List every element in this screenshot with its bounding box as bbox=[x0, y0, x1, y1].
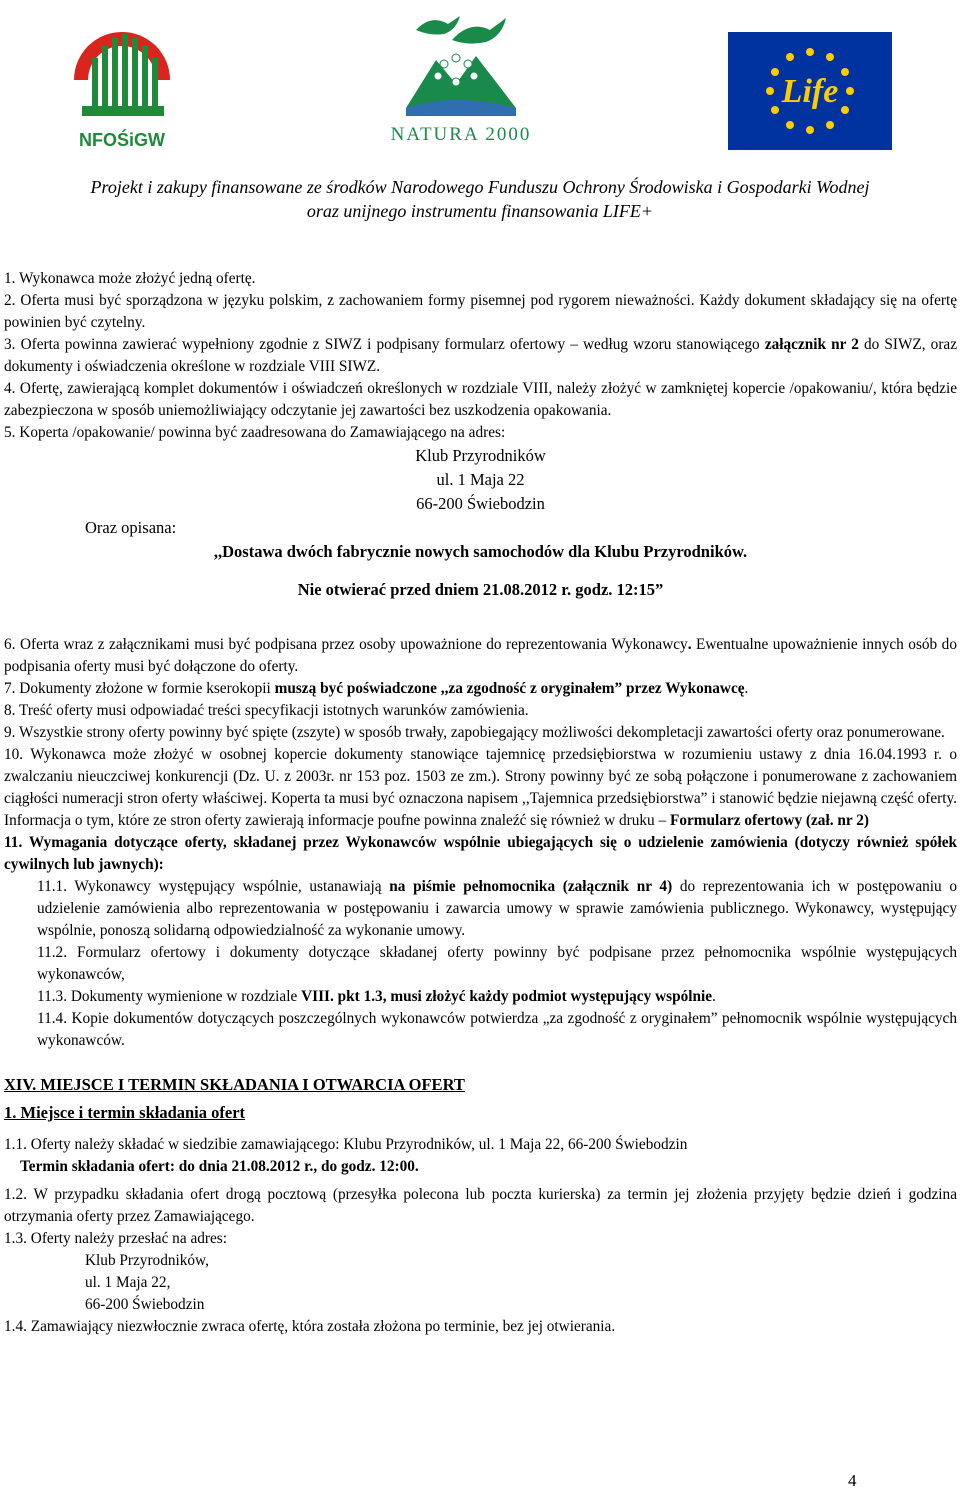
envelope-title: ,,Dostawa dwóch fabrycznie nowych samochodów dla Klubu Przyrodników. bbox=[213, 542, 748, 561]
item-10-form-ref: Formularz ofertowy (zał. nr 2) bbox=[670, 812, 869, 829]
item-11-1 bbox=[4, 876, 957, 942]
nfosigw-logo-text: NFOŚiGW bbox=[79, 130, 165, 150]
section-xiv-1-3: 1.3. Oferty należy przesłać na adres: bbox=[4, 1230, 227, 1247]
item-11-3-dot: . bbox=[712, 988, 716, 1005]
section-xiv-1-4: 1.4. Zamawiający niezwłocznie zwraca ofertę, która została złożona po terminie, bez jej otwierania. bbox=[4, 1318, 616, 1335]
nfosigw-logo bbox=[62, 0, 182, 152]
eu-life-logo bbox=[728, 32, 892, 150]
funding-header bbox=[0, 175, 960, 223]
item-3-text-c: do SIWZ, oraz dokumenty i oświadczenia określone w rozdziale VIII SIWZ. bbox=[4, 336, 958, 375]
item-11-1-text-c: do reprezentowania ich w postępowaniu o udzielenie zamówienia albo reprezentowania w postępowaniu i zawarcia umowy w sprawie zamówienia publicznego. Wykonawcy, występujący wspólnie, ponoszą solidarną odpowiedzialność za wykonanie umowy. bbox=[37, 878, 957, 939]
postal-address-line3: 66-200 Świebodzin bbox=[85, 1296, 205, 1313]
item-2: 2. Oferta musi być sporządzona w języku polskim, z zachowaniem formy pisemnej pod rygorem nieważności. Każdy dokument składający się na ofertę powinien być czytelny. bbox=[4, 292, 957, 331]
item-11-1-text-a: 11.1. Wykonawcy występujący wspólnie, ustanawiają bbox=[37, 878, 390, 895]
natura-2000-logo-text: NATURA 2000 bbox=[390, 124, 532, 145]
item-6-dot: . bbox=[687, 636, 692, 653]
page-number: 4 bbox=[848, 1471, 857, 1490]
item-3-attachment: załącznik nr 2 bbox=[764, 336, 859, 353]
item-9: 9. Wszystkie strony oferty powinny być spięte (zszyte) w sposób trwały, zapobiegający możliwości dekompletacji zawartości oferty oraz ponumerowane. bbox=[4, 724, 945, 741]
envelope-address-line1: Klub Przyrodników bbox=[415, 446, 546, 465]
item-11-1-attorney: na piśmie pełnomocnika (załącznik nr 4) bbox=[389, 878, 673, 895]
postal-address-line2: ul. 1 Maja 22, bbox=[85, 1274, 171, 1291]
item-5: 5. Koperta /opakowanie/ powinna być zaadresowana do Zamawiającego na adres: bbox=[4, 424, 506, 441]
item-11-3 bbox=[4, 986, 957, 1008]
item-6-text-a: 6. Oferta wraz z załącznikami musi być podpisana przez osoby upoważnione do reprezentowania Wykonawcy bbox=[4, 636, 688, 653]
logo-bar bbox=[0, 0, 960, 160]
item-11-2: 11.2. Formularz ofertowy i dokumenty dotyczące składanej oferty powinny być podpisane przez pełnomocnika wspólnie występujących wykonawców, bbox=[37, 944, 957, 983]
section-xiv-1-2: 1.2. W przypadku składania ofert drogą pocztową (przesyłka polecona lub poczta kurierska) za termin jej złożenia przyjęty będzie dzień i godzina otrzymania oferty przez Zamawiającego. bbox=[4, 1186, 957, 1225]
document-body bbox=[4, 268, 957, 1338]
item-1: 1. Wykonawca może złożyć jedną ofertę. bbox=[4, 270, 256, 287]
item-11-3-bold: VIII. pkt 1.3, musi złożyć każdy podmiot występujący wspólnie bbox=[301, 988, 713, 1005]
item-3-text-a: 3. Oferta powinna zawierać wypełniony zgodnie z SIWZ i podpisany formularz ofertowy – według wzoru stanowiącego bbox=[4, 336, 765, 353]
eu-life-logo-text: Life bbox=[781, 73, 839, 110]
funding-header-line1: Projekt i zakupy finansowane ze środków Narodowego Funduszu Ochrony Środowiska i Gospodarki Wodnej bbox=[90, 177, 870, 197]
item-7 bbox=[4, 678, 957, 700]
item-11: 11. Wymagania dotyczące oferty, składanej przez Wykonawców wspólnie ubiegających się o udzielenie zamówienia (dotyczy również spółek cywilnych lub jawnych): bbox=[4, 834, 957, 873]
item-7-certified: muszą być poświadczone ,,za zgodność z oryginałem” przez Wykonawcę bbox=[274, 680, 745, 697]
do-not-open-notice: Nie otwierać przed dniem 21.08.2012 r. godz. 12:15” bbox=[297, 580, 664, 599]
item-10-text: 10. Wykonawca może złożyć w osobnej kopercie dokumenty stanowiące tajemnicę przedsiębiorstwa w rozumieniu ustawy z dnia 16.04.1993 r. o zwalczaniu nieuczciwej konkurencji (Dz. U. z 2003r. nr 153 poz. 1503 ze zm.). Strony powinny być ze sobą połączone i ponumerowane z zachowaniem ciągłości numeracji stron oferty właściwej. Koperta ta musi być oznaczona napisem ,,Tajemnica przedsiębiorstwa” i stanowić będzie niejawną część oferty. Informacja o tym, które ze stron oferty zawierają informacje poufne powinna znaleźć się również w druku – bbox=[4, 746, 957, 829]
postal-address-line1: Klub Przyrodników, bbox=[85, 1252, 209, 1269]
item-7-dot: . bbox=[744, 680, 749, 697]
envelope-described-label: Oraz opisana: bbox=[85, 518, 177, 537]
item-10 bbox=[4, 744, 957, 832]
natura-2000-logo bbox=[386, 0, 536, 152]
submission-deadline: Termin składania ofert: do dnia 21.08.2012 r., do godz. 12:00. bbox=[20, 1158, 419, 1175]
item-4: 4. Ofertę, zawierającą komplet dokumentów i oświadczeń określonych w rozdziale VIII, należy złożyć w zamkniętej kopercie /opakowaniu/, która będzie zabezpieczona w sposób uniemożliwiający odczytanie jej zawartości bez uszkodzenia opakowania. bbox=[4, 380, 957, 419]
section-xiv-subtitle: 1. Miejsce i termin składania ofert bbox=[4, 1103, 246, 1122]
item-6-text-c: Ewentualne upoważnienie innych osób do podpisania oferty musi być dołączone do oferty. bbox=[4, 636, 957, 675]
item-8: 8. Treść oferty musi odpowiadać treści specyfikacji istotnych warunków zamówienia. bbox=[4, 702, 529, 719]
envelope-address bbox=[4, 444, 957, 516]
item-6 bbox=[4, 634, 957, 678]
funding-header-line2: oraz unijnego instrumentu finansowania LIFE+ bbox=[306, 201, 654, 221]
item-11-4: 11.4. Kopie dokumentów dotyczących poszczególnych wykonawców potwierdza „za zgodność z oryginałem” pełnomocnik wspólnie występujących wykonawców. bbox=[37, 1010, 957, 1049]
section-xiv-title: XIV. MIEJSCE I TERMIN SKŁADANIA I OTWARCIA OFERT bbox=[4, 1075, 465, 1094]
postal-address bbox=[4, 1250, 957, 1316]
envelope-address-line3: 66-200 Świebodzin bbox=[416, 494, 545, 513]
item-11-3-text-a: 11.3. Dokumenty wymienione w rozdziale bbox=[37, 988, 302, 1005]
envelope-address-line2: ul. 1 Maja 22 bbox=[436, 470, 525, 489]
item-7-text-a: 7. Dokumenty złożone w formie kserokopii bbox=[4, 680, 275, 697]
item-3 bbox=[4, 334, 957, 378]
section-xiv-1-1: 1.1. Oferty należy składać w siedzibie zamawiającego: Klubu Przyrodników, ul. 1 Maja 22, 66-200 Świebodzin bbox=[4, 1136, 688, 1153]
